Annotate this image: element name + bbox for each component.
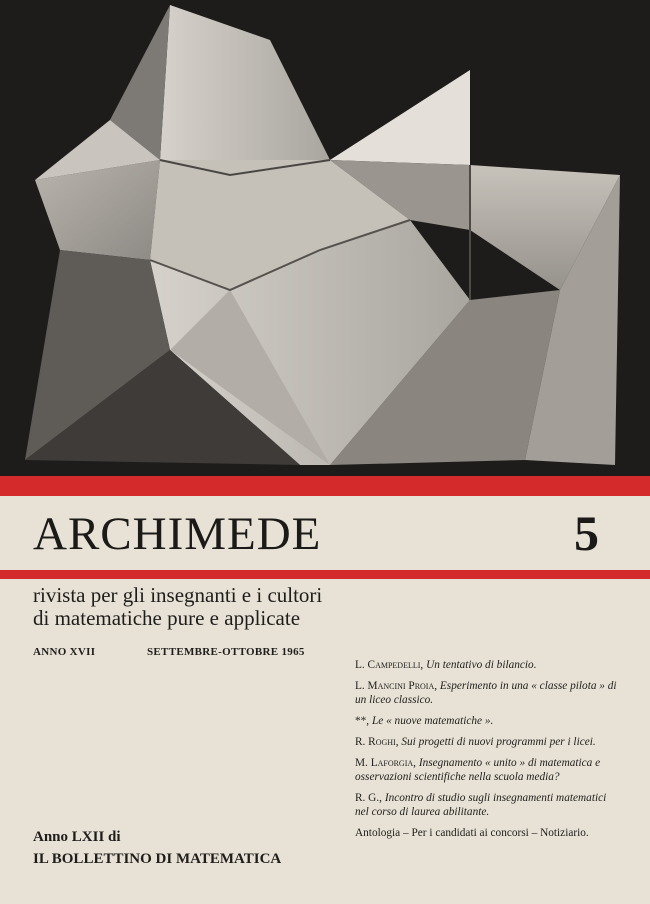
toc-entry [355,658,619,672]
toc-author: R. Roghi, [355,736,399,748]
toc-entry [355,735,619,749]
toc-title: Le « nuove matematiche ». [371,715,494,727]
toc-author: L. Campedelli, [355,659,424,671]
toc-entry [355,791,619,819]
bollettino-year: Anno LXII di [33,829,121,845]
toc-entry-misc [355,826,619,840]
issue-number: 5 [574,505,599,561]
toc-author: **, [355,715,370,727]
bollettino-notice [33,826,281,870]
subtitle-line-1: rivista per gli insegnanti e i cultori [33,583,323,607]
toc-misc-text: Antologia – Per i candidati ai concorsi – Notiziario. [355,827,589,839]
toc-author: L. Mancini Proia, [355,680,438,692]
subtitle [33,584,322,630]
subtitle-line-2: di matematiche pure e applicate [33,606,301,630]
magazine-title: ARCHIMEDE [33,508,322,560]
toc-author: M. Laforgia, [355,757,416,769]
issue-date: SETTEMBRE-OTTOBRE 1965 [147,646,305,658]
volume-year: ANNO XVII [33,646,96,658]
red-band-top [0,476,650,496]
toc-title: Sui progetti di nuovi programmi per i licei. [401,736,596,748]
bollettino-title: IL BOLLETTINO DI MATEMATICA [33,851,282,867]
toc-entry [355,679,619,707]
red-band-middle [0,570,650,579]
toc-title: Incontro di studio sugli insegnamenti matematici nel corso di laurea abilitante. [355,792,607,818]
toc-entry [355,756,619,784]
toc-author: R. G., [355,792,382,804]
toc-entry [355,714,619,728]
table-of-contents [355,658,619,847]
toc-title: Insegnamento « unito » di matematica e osservazioni scientifiche nella scuola media? [355,757,601,783]
toc-title: Un tentativo di bilancio. [426,659,537,671]
toc-title: Esperimento in una « classe pilota » di un liceo classico. [355,680,617,706]
